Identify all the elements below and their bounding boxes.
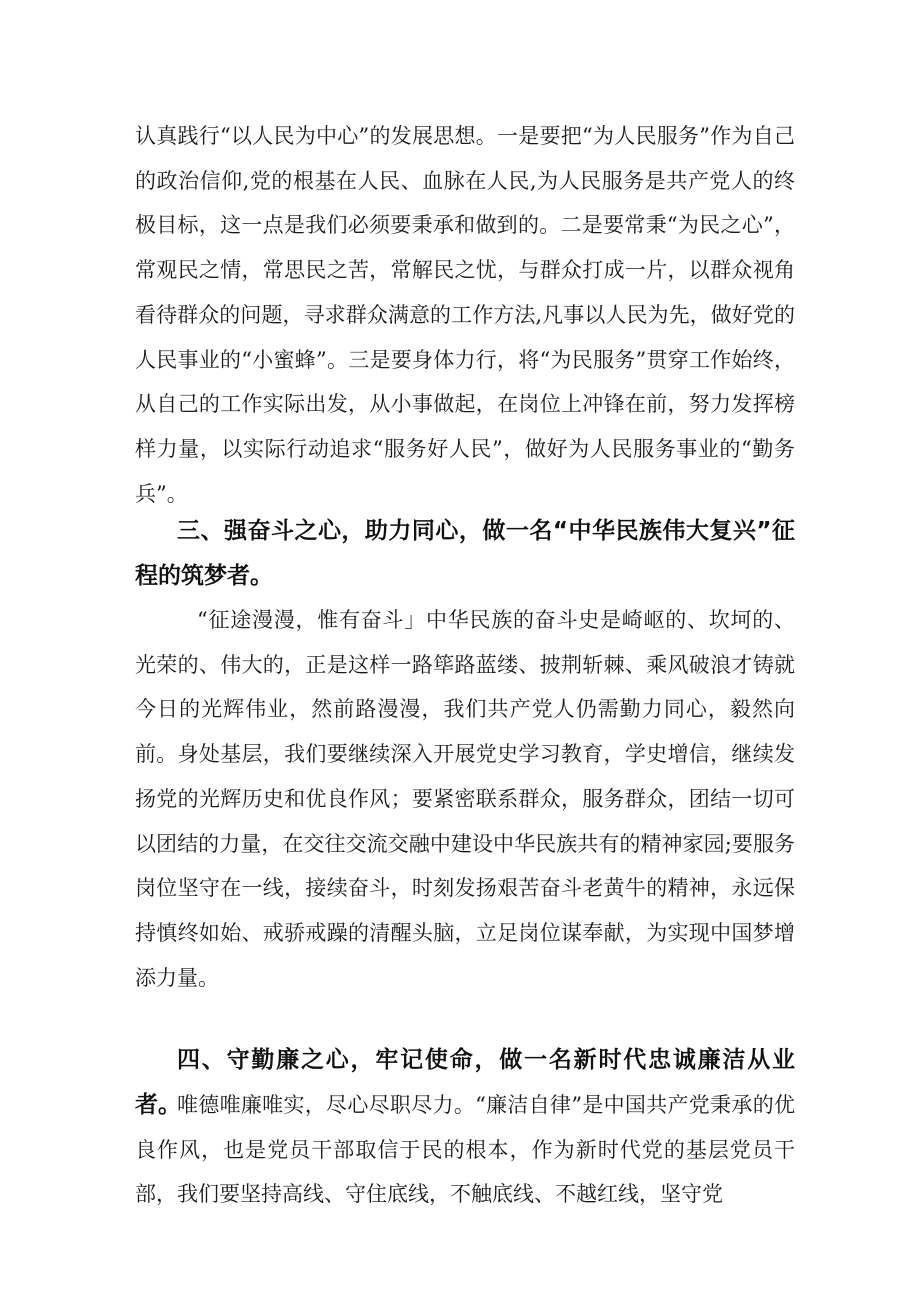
paragraph-struggle: “征途漫漫，惟有奋斗」中华民族的奋斗史是崎岖的、坎坷的、光荣的、伟大的，正是这样一路筚路蓝缕、披荆斩棘、乘风破浪才铸就今日的光辉伟业，然前路漫漫，我们共产党人仍需勤力同心，毅然向前。身处基层，我们要继续深入开展党史学习教育，学史增信，继续发扬党的光辉历史和优良作风；要紧密联系群众，服务群众，团结一切可以团结的力量，在交往交流交融中建设中华民族共有的精神家园;要服务岗位坚守在一线，接续奋斗，时刻发扬艰苦奋斗老黄牛的精神，永远保持慎终如始、戒骄戒躁的清醒头脑，立足岗位谋奉献，为实现中国梦增添力量。 xyxy=(135,608,795,990)
section-heading-four: 四、守勤廉之心，牢记使命，做一名新时代忠诚廉洁从业者。 xyxy=(135,1047,795,1118)
section-heading-three: 三、强奋斗之心，助力同心，做一名“中华民族伟大复兴”征程的筑梦者。 xyxy=(135,518,795,589)
paragraph-serve-people: 认真践行“以人民为中心”的发展思想。一是要把“为人民服务”作为自己的政治信仰,党的根基在人民、血脉在人民,为人民服务是共产党人的终极目标，这一点是我们必须要秉承和做到的。二是要常秉“为民之心”，常观民之情，常思民之苦，常解民之忧，与群众打成一片，以群众视角看待群众的问题，寻求群众满意的工作方法,凡事以人民为先，做好党的人民事业的“小蜜蜂”。三是要身体力行，将“为民服务”贯穿工作始终，从自己的工作实际出发，从小事做起，在岗位上冲锋在前，努力发挥榜样力量，以实际行动追求“服务好人民”，做好为人民服务事业的“勤务兵”。 xyxy=(135,124,795,506)
paragraph-integrity: 唯德唯廉唯实，尽心尽职尽力。“廉洁自律”是中国共产党秉承的优良作风，也是党员干部取信于民的根本，作为新时代党的基层党员干部，我们要坚持高线、守住底线，不触底线、不越红线，坚守党 xyxy=(135,1093,795,1207)
